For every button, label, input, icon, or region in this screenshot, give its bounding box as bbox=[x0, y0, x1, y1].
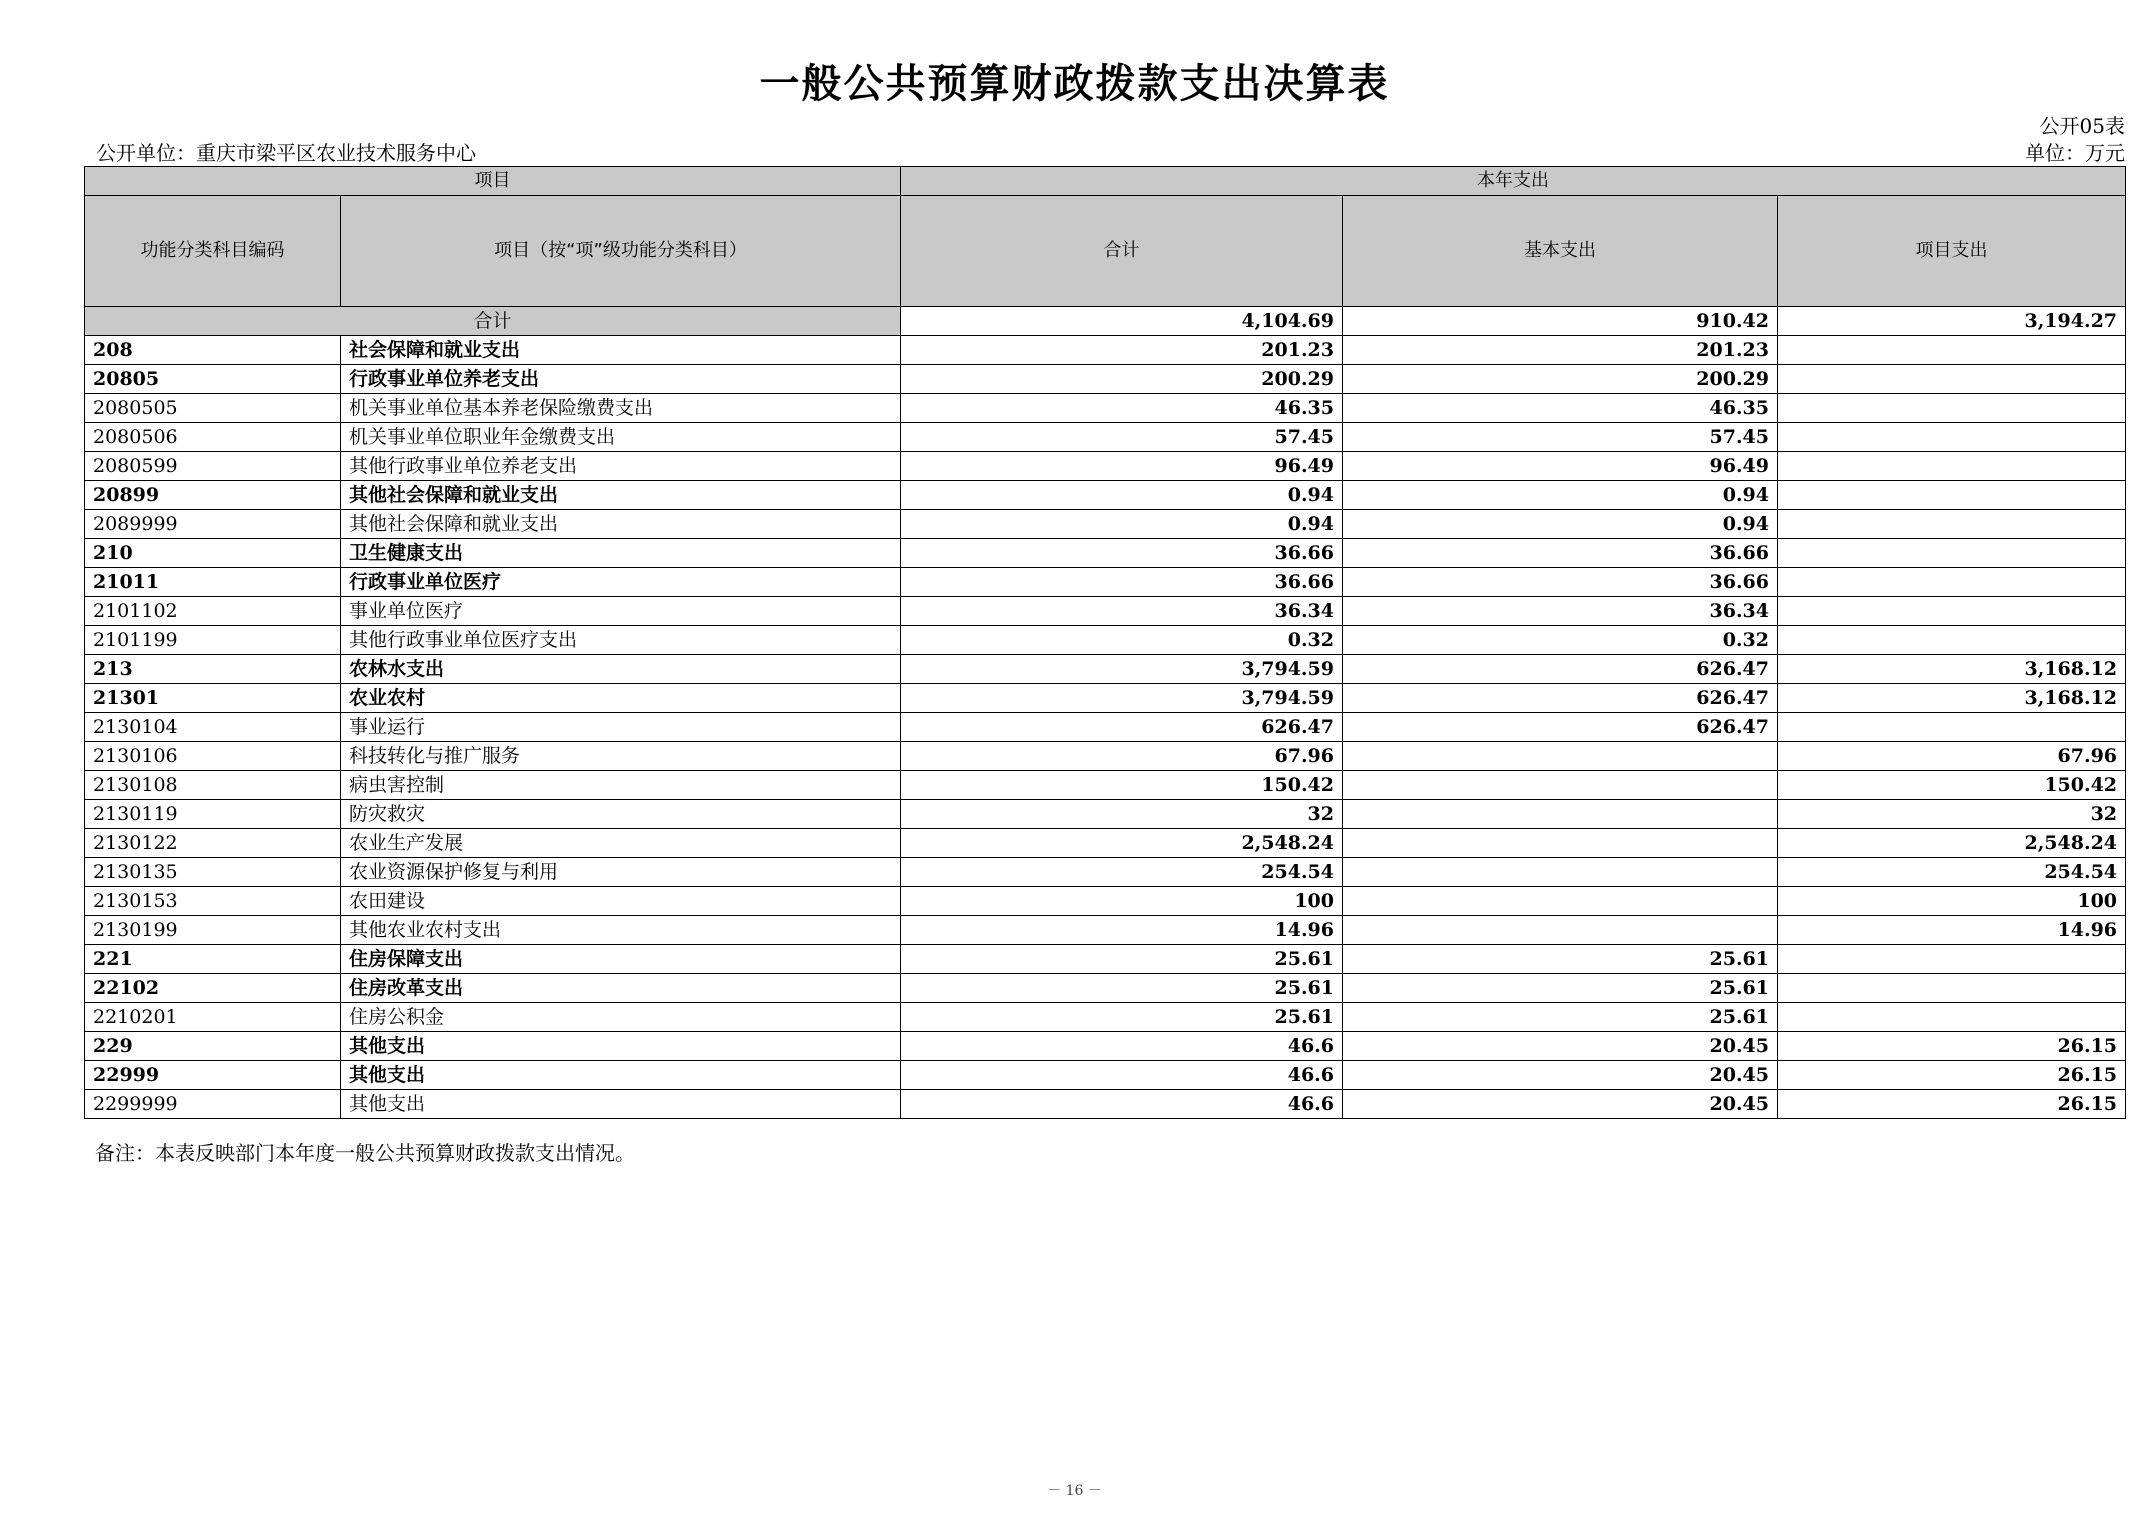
header-project: 项目支出 bbox=[1778, 196, 2126, 307]
table-row bbox=[85, 1032, 2126, 1061]
row-basic: 201.23 bbox=[1343, 336, 1778, 365]
row-name: 其他支出 bbox=[341, 1061, 901, 1090]
row-name: 农业资源保护修复与利用 bbox=[341, 858, 901, 887]
unit-money: 单位：万元 bbox=[2025, 141, 2125, 165]
footnote: 备注：本表反映部门本年度一般公共预算财政拨款支出情况。 bbox=[95, 1141, 635, 1165]
row-code: 20805 bbox=[85, 365, 341, 394]
row-name: 其他行政事业单位养老支出 bbox=[341, 452, 901, 481]
row-basic bbox=[1343, 829, 1778, 858]
table-row bbox=[85, 365, 2126, 394]
total-row bbox=[85, 307, 2126, 336]
row-total: 46.6 bbox=[901, 1032, 1343, 1061]
row-basic: 0.94 bbox=[1343, 510, 1778, 539]
row-basic: 20.45 bbox=[1343, 1032, 1778, 1061]
row-project: 14.96 bbox=[1778, 916, 2126, 945]
row-total: 36.66 bbox=[901, 539, 1343, 568]
row-code: 208 bbox=[85, 336, 341, 365]
row-total: 46.6 bbox=[901, 1090, 1343, 1119]
table-row bbox=[85, 916, 2126, 945]
row-basic: 46.35 bbox=[1343, 394, 1778, 423]
row-code: 2299999 bbox=[85, 1090, 341, 1119]
row-project bbox=[1778, 974, 2126, 1003]
total-row-project: 3,194.27 bbox=[1778, 307, 2126, 336]
row-total: 25.61 bbox=[901, 945, 1343, 974]
table-row bbox=[85, 336, 2126, 365]
row-project: 3,168.12 bbox=[1778, 655, 2126, 684]
row-total: 0.94 bbox=[901, 510, 1343, 539]
row-name: 机关事业单位基本养老保险缴费支出 bbox=[341, 394, 901, 423]
page-number: － 16 － bbox=[1047, 1483, 1102, 1499]
row-basic: 25.61 bbox=[1343, 945, 1778, 974]
budget-table bbox=[84, 166, 2126, 1119]
row-total: 25.61 bbox=[901, 974, 1343, 1003]
row-name: 行政事业单位医疗 bbox=[341, 568, 901, 597]
row-project: 254.54 bbox=[1778, 858, 2126, 887]
row-name: 其他支出 bbox=[341, 1090, 901, 1119]
row-project: 67.96 bbox=[1778, 742, 2126, 771]
row-basic bbox=[1343, 858, 1778, 887]
row-code: 2130119 bbox=[85, 800, 341, 829]
row-basic: 0.94 bbox=[1343, 481, 1778, 510]
table-row bbox=[85, 684, 2126, 713]
row-basic: 200.29 bbox=[1343, 365, 1778, 394]
table-row bbox=[85, 423, 2126, 452]
row-project: 2,548.24 bbox=[1778, 829, 2126, 858]
row-total: 32 bbox=[901, 800, 1343, 829]
row-total: 96.49 bbox=[901, 452, 1343, 481]
table-row bbox=[85, 655, 2126, 684]
row-basic: 36.66 bbox=[1343, 539, 1778, 568]
row-total: 0.32 bbox=[901, 626, 1343, 655]
row-total: 25.61 bbox=[901, 1003, 1343, 1032]
row-name: 事业运行 bbox=[341, 713, 901, 742]
unit-org: 公开单位：重庆市梁平区农业技术服务中心 bbox=[96, 141, 476, 165]
row-code: 2130199 bbox=[85, 916, 341, 945]
table-row bbox=[85, 394, 2126, 423]
table-row bbox=[85, 568, 2126, 597]
row-basic bbox=[1343, 771, 1778, 800]
row-basic: 36.66 bbox=[1343, 568, 1778, 597]
row-name: 住房保障支出 bbox=[341, 945, 901, 974]
row-total: 67.96 bbox=[901, 742, 1343, 771]
row-code: 2130106 bbox=[85, 742, 341, 771]
table-row bbox=[85, 452, 2126, 481]
row-project bbox=[1778, 626, 2126, 655]
row-basic: 20.45 bbox=[1343, 1090, 1778, 1119]
row-code: 2130108 bbox=[85, 771, 341, 800]
header-code: 功能分类科目编码 bbox=[85, 196, 341, 307]
row-basic: 626.47 bbox=[1343, 713, 1778, 742]
row-total: 3,794.59 bbox=[901, 684, 1343, 713]
table-row bbox=[85, 597, 2126, 626]
row-code: 2101102 bbox=[85, 597, 341, 626]
row-name: 事业单位医疗 bbox=[341, 597, 901, 626]
table-row bbox=[85, 1090, 2126, 1119]
row-project bbox=[1778, 568, 2126, 597]
total-row-basic: 910.42 bbox=[1343, 307, 1778, 336]
row-code: 2089999 bbox=[85, 510, 341, 539]
row-project: 26.15 bbox=[1778, 1090, 2126, 1119]
row-code: 2080505 bbox=[85, 394, 341, 423]
row-project bbox=[1778, 1003, 2126, 1032]
row-total: 36.34 bbox=[901, 597, 1343, 626]
row-total: 57.45 bbox=[901, 423, 1343, 452]
row-total: 36.66 bbox=[901, 568, 1343, 597]
row-name: 其他行政事业单位医疗支出 bbox=[341, 626, 901, 655]
row-basic: 20.45 bbox=[1343, 1061, 1778, 1090]
row-code: 2101199 bbox=[85, 626, 341, 655]
row-basic bbox=[1343, 800, 1778, 829]
row-project bbox=[1778, 452, 2126, 481]
row-name: 其他支出 bbox=[341, 1032, 901, 1061]
row-total: 0.94 bbox=[901, 481, 1343, 510]
row-code: 2080599 bbox=[85, 452, 341, 481]
row-code: 21011 bbox=[85, 568, 341, 597]
row-total: 46.6 bbox=[901, 1061, 1343, 1090]
total-row-label: 合计 bbox=[85, 307, 901, 336]
row-project bbox=[1778, 336, 2126, 365]
row-name: 其他社会保障和就业支出 bbox=[341, 510, 901, 539]
total-row-total: 4,104.69 bbox=[901, 307, 1343, 336]
row-code: 21301 bbox=[85, 684, 341, 713]
row-project bbox=[1778, 597, 2126, 626]
table-row bbox=[85, 510, 2126, 539]
header-total: 合计 bbox=[901, 196, 1343, 307]
header-item-group: 项目 bbox=[85, 167, 901, 196]
row-total: 150.42 bbox=[901, 771, 1343, 800]
table-row bbox=[85, 858, 2126, 887]
row-basic: 0.32 bbox=[1343, 626, 1778, 655]
table-row bbox=[85, 887, 2126, 916]
row-total: 100 bbox=[901, 887, 1343, 916]
row-code: 213 bbox=[85, 655, 341, 684]
row-project bbox=[1778, 713, 2126, 742]
table-row bbox=[85, 481, 2126, 510]
row-total: 46.35 bbox=[901, 394, 1343, 423]
row-project bbox=[1778, 394, 2126, 423]
table-row bbox=[85, 1061, 2126, 1090]
row-name: 农业生产发展 bbox=[341, 829, 901, 858]
row-name: 农林水支出 bbox=[341, 655, 901, 684]
row-project: 3,168.12 bbox=[1778, 684, 2126, 713]
row-basic bbox=[1343, 887, 1778, 916]
row-name: 其他社会保障和就业支出 bbox=[341, 481, 901, 510]
row-name: 行政事业单位养老支出 bbox=[341, 365, 901, 394]
row-code: 22102 bbox=[85, 974, 341, 1003]
row-basic: 25.61 bbox=[1343, 974, 1778, 1003]
header-basic: 基本支出 bbox=[1343, 196, 1778, 307]
form-code: 公开05表 bbox=[2039, 114, 2125, 138]
header-current-year: 本年支出 bbox=[901, 167, 2126, 196]
row-name: 社会保障和就业支出 bbox=[341, 336, 901, 365]
row-code: 210 bbox=[85, 539, 341, 568]
row-name: 农业农村 bbox=[341, 684, 901, 713]
row-project: 26.15 bbox=[1778, 1032, 2126, 1061]
row-name: 农田建设 bbox=[341, 887, 901, 916]
row-project bbox=[1778, 365, 2126, 394]
row-name: 科技转化与推广服务 bbox=[341, 742, 901, 771]
row-code: 2210201 bbox=[85, 1003, 341, 1032]
row-basic: 626.47 bbox=[1343, 655, 1778, 684]
row-project bbox=[1778, 539, 2126, 568]
row-basic: 626.47 bbox=[1343, 684, 1778, 713]
table-row bbox=[85, 771, 2126, 800]
row-project: 26.15 bbox=[1778, 1061, 2126, 1090]
row-basic: 36.34 bbox=[1343, 597, 1778, 626]
row-code: 2130153 bbox=[85, 887, 341, 916]
row-total: 201.23 bbox=[901, 336, 1343, 365]
table-row bbox=[85, 1003, 2126, 1032]
row-project: 150.42 bbox=[1778, 771, 2126, 800]
row-code: 2130122 bbox=[85, 829, 341, 858]
row-name: 住房公积金 bbox=[341, 1003, 901, 1032]
row-basic: 57.45 bbox=[1343, 423, 1778, 452]
row-code: 22999 bbox=[85, 1061, 341, 1090]
table-row bbox=[85, 713, 2126, 742]
row-basic: 25.61 bbox=[1343, 1003, 1778, 1032]
row-project bbox=[1778, 481, 2126, 510]
row-code: 20899 bbox=[85, 481, 341, 510]
row-basic bbox=[1343, 742, 1778, 771]
row-name: 防灾救灾 bbox=[341, 800, 901, 829]
row-code: 221 bbox=[85, 945, 341, 974]
row-name: 机关事业单位职业年金缴费支出 bbox=[341, 423, 901, 452]
row-total: 626.47 bbox=[901, 713, 1343, 742]
row-project bbox=[1778, 423, 2126, 452]
row-project bbox=[1778, 510, 2126, 539]
table-row bbox=[85, 945, 2126, 974]
row-name: 住房改革支出 bbox=[341, 974, 901, 1003]
table-row bbox=[85, 626, 2126, 655]
row-project bbox=[1778, 945, 2126, 974]
header-name: 项目（按“项”级功能分类科目） bbox=[341, 196, 901, 307]
row-basic bbox=[1343, 916, 1778, 945]
row-code: 2130135 bbox=[85, 858, 341, 887]
row-name: 卫生健康支出 bbox=[341, 539, 901, 568]
row-total: 2,548.24 bbox=[901, 829, 1343, 858]
row-total: 14.96 bbox=[901, 916, 1343, 945]
row-name: 其他农业农村支出 bbox=[341, 916, 901, 945]
row-project: 100 bbox=[1778, 887, 2126, 916]
row-code: 229 bbox=[85, 1032, 341, 1061]
page-title: 一般公共预算财政拨款支出决算表 bbox=[759, 61, 1390, 107]
row-project: 32 bbox=[1778, 800, 2126, 829]
row-total: 254.54 bbox=[901, 858, 1343, 887]
row-total: 3,794.59 bbox=[901, 655, 1343, 684]
table-row bbox=[85, 829, 2126, 858]
table-row bbox=[85, 800, 2126, 829]
row-code: 2080506 bbox=[85, 423, 341, 452]
row-name: 病虫害控制 bbox=[341, 771, 901, 800]
row-code: 2130104 bbox=[85, 713, 341, 742]
row-basic: 96.49 bbox=[1343, 452, 1778, 481]
table-row bbox=[85, 974, 2126, 1003]
table-row bbox=[85, 742, 2126, 771]
row-total: 200.29 bbox=[901, 365, 1343, 394]
table-row bbox=[85, 539, 2126, 568]
